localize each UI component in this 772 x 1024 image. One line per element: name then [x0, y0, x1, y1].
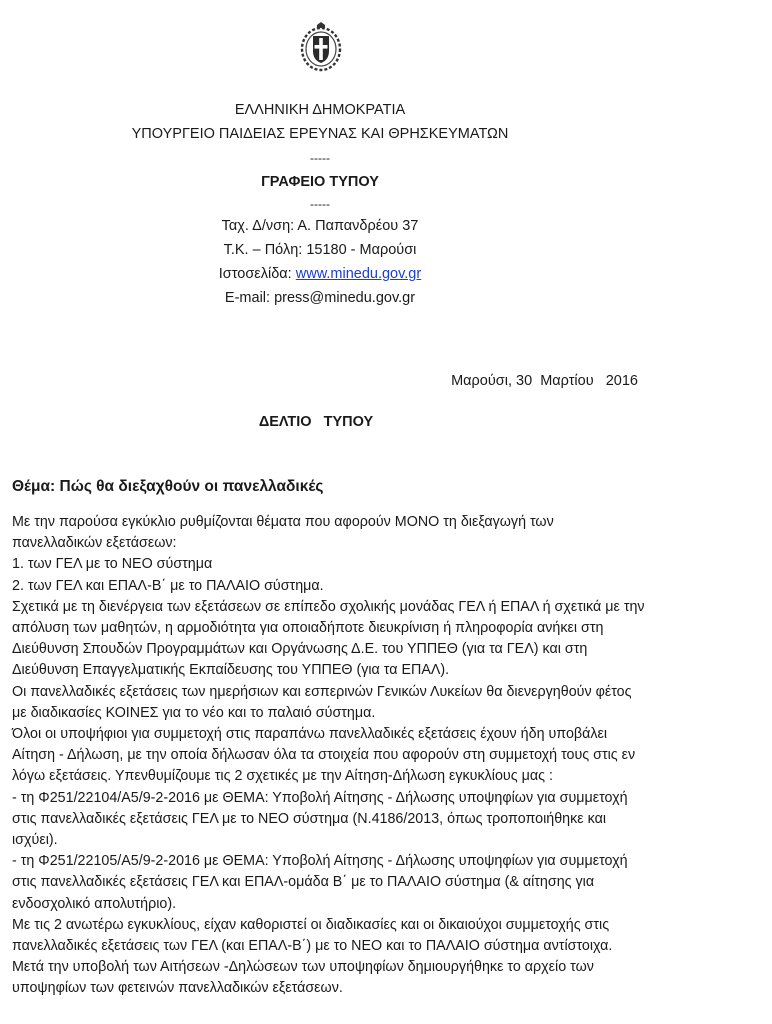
- body-paragraph: Οι πανελλαδικές εξετάσεις των ημερήσιων και εσπερινών Γενικών Λυκείων θα διενεργηθούν φέτος με διαδικασίες ΚΟΙΝΕΣ για το νέο και το παλαιό σύστημα.: [12, 683, 632, 721]
- body-paragraph: Σχετικά με τη διενέργεια των εξετάσεων σε επίπεδο σχολικής μονάδας ΓΕΛ ή ΕΠΑΛ ή σχετικά με την απόλυση των μαθητών, η αρμοδιότητα για οποιαδήποτε διευκρίνιση ή πληροφορία ανήκει στη Διεύθυνση Σπουδών Προγραμμάτων και Οργάνωσης Δ.Ε. του ΥΠΠΕΘ (για τα ΓΕΛ) και στη Διεύθυνση Επαγγελματικής Εκπαίδευσης του ΥΠΠΕΘ (για τα ΕΠΑΛ).: [12, 598, 645, 679]
- body-text: [12, 512, 647, 1000]
- greek-state-emblem: [300, 22, 342, 72]
- country-name: ΕΛΛΗΝΙΚΗ ΔΗΜΟΚΡΑΤΙΑ: [234, 102, 406, 118]
- body-paragraph: Με τις 2 ανωτέρω εγκυκλίους, είχαν καθοριστεί οι διαδικασίες και οι δικαιούχοι συμμετοχής στις πανελλαδικές εξετάσεις των ΓΕΛ (και ΕΠΑΛ-Β΄) με το ΝΕΟ και το ΠΑΛΑΙΟ σύστημα αντίστοιχα. Μετά την υποβολή των Αιτήσεων -Δηλώσεων των υποψηφίων δημιουργήθηκε το αρχείο των υποψηφίων των φετεινών πανελλαδικών εξετάσεων.: [12, 916, 613, 997]
- website-link[interactable]: www.minedu.gov.gr: [295, 266, 422, 282]
- body-paragraph: - τη Φ251/22104/Α5/9-2-2016 με ΘΕΜΑ: Υποβολή Αίτησης - Δήλωσης υποψηφίων για συμμετοχή στις πανελλαδικές εξετάσεις ΓΕΛ με το ΝΕΟ σύστημα (Ν.4186/2013, όπως τροποποιήθηκε και ισχύει).: [12, 789, 628, 849]
- body-paragraph: 1. των ΓΕΛ με το ΝΕΟ σύστημα: [12, 556, 213, 573]
- website-line: [0, 264, 640, 284]
- press-office-title: ΓΡΑΦΕΙΟ ΤΥΠΟΥ: [261, 174, 379, 190]
- body-paragraph: Με την παρούσα εγκύκλιο ρυθμίζονται θέματα που αφορούν ΜΟΝΟ τη διεξαγωγή των πανελλαδικών εξετάσεων:: [12, 514, 554, 552]
- body-paragraph: - τη Φ251/22105/Α5/9-2-2016 με ΘΕΜΑ: Υποβολή Αίτησης - Δήλωσης υποψηφίων για συμμετοχή στις πανελλαδικές εξετάσεις ΓΕΛ και ΕΠΑΛ-ομάδα Β΄ με το ΠΑΛΑΙΟ σύστημα (& αίτησης για ενδοσχολικό απολυτήριο).: [12, 853, 628, 912]
- document-type-title: ΔΕΛΤΙΟ ΤΥΠΟΥ: [258, 414, 374, 430]
- date-line: Μαρούσι, 30 Μαρτίου 2016: [451, 373, 638, 389]
- body-paragraph: Όλοι οι υποψήφιοι για συμμετοχή στις παραπάνω πανελλαδικές εξετάσεις έχουν ήδη υποβάλει Αίτηση - Δήλωση, με την οποία δήλωσαν όλα τα στοιχεία που αφορούν στη συμμετοχή τους στις εν λόγω εξετάσεις. Υπενθυμίζουμε τις 2 σχετικές με την Αίτηση-Δήλωση εγκυκλίους μας :: [12, 726, 636, 785]
- header-separator-top: -----: [310, 151, 330, 165]
- subject-line: Θέμα: Πώς θα διεξαχθούν οι πανελλαδικές: [12, 478, 324, 495]
- website-label: Ιστοσελίδα:: [218, 266, 292, 282]
- body-paragraph: 2. των ΓΕΛ και ΕΠΑΛ-Β΄ με το ΠΑΛΑΙΟ σύστημα.: [12, 577, 324, 594]
- postal-code-city: Τ.Κ. – Πόλη: 15180 - Μαρούσι: [223, 242, 417, 258]
- ministry-name: ΥΠΟΥΡΓΕΙΟ ΠΑΙΔΕΙΑΣ ΕΡΕΥΝΑΣ ΚΑΙ ΘΡΗΣΚΕΥΜΑΤΩΝ: [131, 126, 509, 142]
- postal-address: Ταχ. Δ/νση: Α. Παπανδρέου 37: [221, 218, 419, 234]
- header-separator-bottom: -----: [310, 197, 330, 211]
- email-line: E-mail: press@minedu.gov.gr: [224, 290, 416, 306]
